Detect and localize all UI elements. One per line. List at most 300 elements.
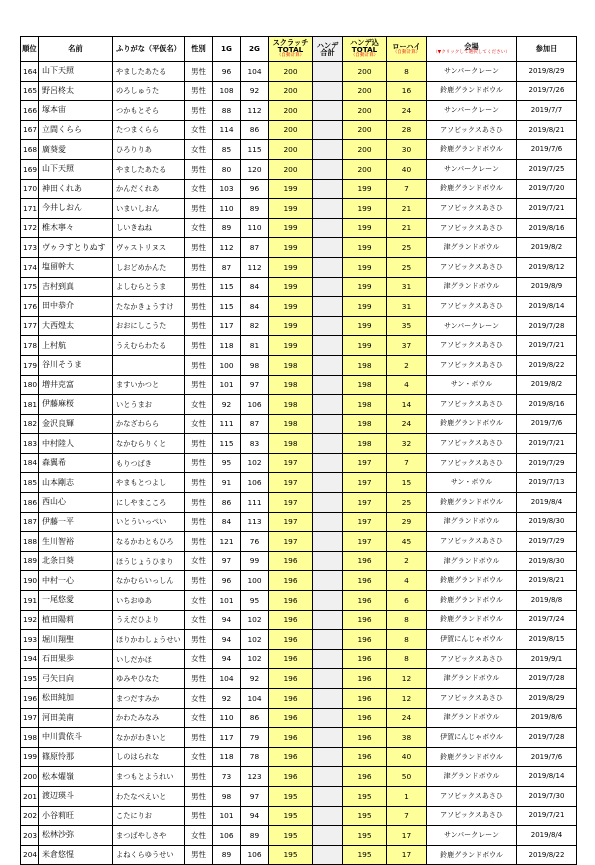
- handicap-total-cell[interactable]: [313, 610, 343, 630]
- handicap-total-cell[interactable]: [313, 238, 343, 258]
- player-name-cell: 山下天照: [39, 62, 113, 82]
- handicap-included-total-cell: 195: [343, 786, 387, 806]
- game1-score-cell: 108: [213, 81, 241, 101]
- header-lohi-label: ローハイ: [392, 41, 421, 51]
- table-row: [21, 179, 577, 199]
- game2-score-cell: 87: [241, 238, 269, 258]
- date-cell: 2019/7/21: [517, 806, 577, 826]
- table-row: [21, 610, 577, 630]
- player-name-cell: 一尾悠愛: [39, 591, 113, 611]
- handicap-total-cell[interactable]: [313, 159, 343, 179]
- handicap-total-cell[interactable]: [313, 414, 343, 434]
- venue-select-cell[interactable]: 津グランドボウル: [427, 277, 517, 297]
- game1-score-cell: 84: [213, 512, 241, 532]
- handicap-included-total-cell: 199: [343, 238, 387, 258]
- score-sheet: [20, 36, 576, 865]
- lowhigh-cell: 15: [387, 473, 427, 493]
- table-row: [21, 238, 577, 258]
- venue-select-cell[interactable]: 津グランドボウル: [427, 767, 517, 787]
- venue-select-cell[interactable]: 伊賀にんじゃボウル: [427, 630, 517, 650]
- handicap-total-cell[interactable]: [313, 669, 343, 689]
- game1-score-cell: 87: [213, 257, 241, 277]
- player-name-cell: 廣葵愛: [39, 140, 113, 160]
- game1-score-cell: 103: [213, 179, 241, 199]
- venue-select-cell[interactable]: アソビックスあさひ: [427, 689, 517, 709]
- handicap-included-total-cell: 199: [343, 257, 387, 277]
- handicap-total-cell[interactable]: [313, 120, 343, 140]
- handicap-included-total-cell: 199: [343, 218, 387, 238]
- scratch-total-cell: 199: [269, 199, 313, 219]
- header-handicap-total: [313, 37, 343, 62]
- game2-score-cell: 106: [241, 845, 269, 865]
- handicap-total-cell[interactable]: [313, 806, 343, 826]
- venue-select-cell[interactable]: アソビックスあさひ: [427, 257, 517, 277]
- handicap-total-cell[interactable]: [313, 277, 343, 297]
- lowhigh-cell: 31: [387, 277, 427, 297]
- venue-select-cell[interactable]: アソビックスあさひ: [427, 355, 517, 375]
- handicap-included-total-cell: 197: [343, 493, 387, 513]
- date-cell: 2019/7/28: [517, 728, 577, 748]
- handicap-total-cell[interactable]: [313, 786, 343, 806]
- game2-score-cell: 86: [241, 708, 269, 728]
- table-header: [21, 37, 577, 62]
- rank-cell: 199: [21, 747, 39, 767]
- date-cell: 2019/8/2: [517, 238, 577, 258]
- lowhigh-cell: 6: [387, 591, 427, 611]
- game1-score-cell: 106: [213, 826, 241, 846]
- header-scratch-note: （自動計算）: [276, 53, 305, 59]
- lowhigh-cell: 45: [387, 532, 427, 552]
- rank-cell: 179: [21, 355, 39, 375]
- gender-cell: 男性: [185, 238, 213, 258]
- handicap-total-cell[interactable]: [313, 140, 343, 160]
- venue-select-cell[interactable]: 鈴鹿グランドボウル: [427, 140, 517, 160]
- table-row: [21, 277, 577, 297]
- table-body: [21, 62, 577, 865]
- player-name-cell: 塩留幹大: [39, 257, 113, 277]
- date-cell: 2019/8/22: [517, 355, 577, 375]
- rank-cell: 188: [21, 532, 39, 552]
- scratch-total-cell: 196: [269, 649, 313, 669]
- header-name: 名前: [39, 37, 113, 62]
- lowhigh-cell: 24: [387, 101, 427, 121]
- header-lowhigh: [387, 37, 427, 62]
- rank-cell: 187: [21, 512, 39, 532]
- date-cell: 2019/8/30: [517, 551, 577, 571]
- player-name-cell: 中村陸人: [39, 434, 113, 454]
- game2-score-cell: 95: [241, 591, 269, 611]
- game1-score-cell: 121: [213, 532, 241, 552]
- game2-score-cell: 84: [241, 297, 269, 317]
- player-kana-cell: かわたみなみ: [113, 708, 185, 728]
- player-kana-cell: しおどめかんた: [113, 257, 185, 277]
- game2-score-cell: 110: [241, 218, 269, 238]
- handicap-total-cell[interactable]: [313, 532, 343, 552]
- venue-select-cell[interactable]: サン・ボウル: [427, 473, 517, 493]
- player-kana-cell: うえむらわたる: [113, 336, 185, 356]
- table-row: [21, 708, 577, 728]
- scratch-total-cell: 199: [269, 179, 313, 199]
- date-cell: 2019/8/6: [517, 708, 577, 728]
- handicap-included-total-cell: 199: [343, 199, 387, 219]
- player-name-cell: 渡辺瑛斗: [39, 786, 113, 806]
- handicap-total-cell[interactable]: [313, 62, 343, 82]
- date-cell: 2019/8/4: [517, 493, 577, 513]
- handicap-total-cell[interactable]: [313, 375, 343, 395]
- game2-score-cell: 104: [241, 62, 269, 82]
- gender-cell: 男性: [185, 806, 213, 826]
- lowhigh-cell: 28: [387, 120, 427, 140]
- header-venue: [427, 37, 517, 62]
- player-kana-cell: なるかわともひろ: [113, 532, 185, 552]
- gender-cell: 男性: [185, 297, 213, 317]
- handicap-total-cell[interactable]: [313, 179, 343, 199]
- scratch-total-cell: 200: [269, 120, 313, 140]
- venue-select-cell[interactable]: 鈴鹿グランドボウル: [427, 610, 517, 630]
- handicap-total-cell[interactable]: [313, 747, 343, 767]
- game1-score-cell: 96: [213, 62, 241, 82]
- player-name-cell: 椎木寧々: [39, 218, 113, 238]
- player-name-cell: 植田陽莉: [39, 610, 113, 630]
- date-cell: 2019/8/29: [517, 689, 577, 709]
- venue-select-cell[interactable]: 津グランドボウル: [427, 238, 517, 258]
- player-name-cell: 塚本宙: [39, 101, 113, 121]
- venue-select-cell[interactable]: 鈴鹿グランドボウル: [427, 493, 517, 513]
- gender-cell: 男性: [185, 336, 213, 356]
- game1-score-cell: 115: [213, 434, 241, 454]
- game1-score-cell: 112: [213, 238, 241, 258]
- handicap-included-total-cell: 200: [343, 81, 387, 101]
- handicap-total-cell[interactable]: [313, 297, 343, 317]
- gender-cell: 男性: [185, 669, 213, 689]
- handicap-included-total-cell: 196: [343, 630, 387, 650]
- handicap-total-cell[interactable]: [313, 101, 343, 121]
- player-kana-cell: なかむらりくと: [113, 434, 185, 454]
- venue-select-cell[interactable]: アソビックスあさひ: [427, 532, 517, 552]
- lowhigh-cell: 12: [387, 689, 427, 709]
- lowhigh-cell: 29: [387, 512, 427, 532]
- handicap-included-total-cell: 199: [343, 277, 387, 297]
- venue-select-cell[interactable]: サンパークレーン: [427, 159, 517, 179]
- lowhigh-cell: 1: [387, 786, 427, 806]
- date-cell: 2019/7/30: [517, 786, 577, 806]
- game1-score-cell: 88: [213, 101, 241, 121]
- player-name-cell: 堀川翔聖: [39, 630, 113, 650]
- handicap-total-cell[interactable]: [313, 512, 343, 532]
- lowhigh-cell: 38: [387, 728, 427, 748]
- game1-score-cell: 118: [213, 747, 241, 767]
- game2-score-cell: 92: [241, 669, 269, 689]
- handicap-included-total-cell: 195: [343, 806, 387, 826]
- venue-select-cell[interactable]: 鈴鹿グランドボウル: [427, 414, 517, 434]
- table-row: [21, 689, 577, 709]
- game2-score-cell: 82: [241, 316, 269, 336]
- venue-select-cell[interactable]: 鈴鹿グランドボウル: [427, 747, 517, 767]
- venue-select-cell[interactable]: 伊賀にんじゃボウル: [427, 728, 517, 748]
- lowhigh-cell: 2: [387, 551, 427, 571]
- venue-select-cell[interactable]: 鈴鹿グランドボウル: [427, 81, 517, 101]
- scratch-total-cell: 196: [269, 630, 313, 650]
- handicap-total-cell[interactable]: [313, 826, 343, 846]
- table-row: [21, 257, 577, 277]
- venue-select-cell[interactable]: 津グランドボウル: [427, 512, 517, 532]
- venue-select-cell[interactable]: 津グランドボウル: [427, 669, 517, 689]
- handicap-included-total-cell: 199: [343, 297, 387, 317]
- table-row: [21, 62, 577, 82]
- handicap-total-cell[interactable]: [313, 218, 343, 238]
- player-name-cell: 神田くれあ: [39, 179, 113, 199]
- rank-cell: 197: [21, 708, 39, 728]
- player-kana-cell: ますいかつと: [113, 375, 185, 395]
- header-scratch-total: [269, 37, 313, 62]
- gender-cell: 女性: [185, 747, 213, 767]
- header-game2: 2G: [241, 37, 269, 62]
- handicap-total-cell[interactable]: [313, 473, 343, 493]
- handicap-total-cell[interactable]: [313, 551, 343, 571]
- scratch-total-cell: 196: [269, 610, 313, 630]
- gender-cell: 男性: [185, 532, 213, 552]
- player-kana-cell: やましたあたる: [113, 159, 185, 179]
- venue-select-cell[interactable]: 鈴鹿グランドボウル: [427, 179, 517, 199]
- handicap-total-cell[interactable]: [313, 395, 343, 415]
- table-row: [21, 591, 577, 611]
- player-kana-cell: なかがわきいと: [113, 728, 185, 748]
- scratch-total-cell: 197: [269, 453, 313, 473]
- date-cell: 2019/7/20: [517, 179, 577, 199]
- handicap-total-cell[interactable]: [313, 708, 343, 728]
- rank-cell: 172: [21, 218, 39, 238]
- scratch-total-cell: 198: [269, 414, 313, 434]
- rank-cell: 182: [21, 414, 39, 434]
- handicap-total-cell[interactable]: [313, 493, 343, 513]
- handicap-total-cell[interactable]: [313, 591, 343, 611]
- rank-cell: 173: [21, 238, 39, 258]
- scratch-total-cell: 200: [269, 159, 313, 179]
- handicap-included-total-cell: 196: [343, 708, 387, 728]
- handicap-included-total-cell: 196: [343, 649, 387, 669]
- rank-cell: 191: [21, 591, 39, 611]
- date-cell: 2019/7/21: [517, 434, 577, 454]
- game1-score-cell: 86: [213, 493, 241, 513]
- venue-select-cell[interactable]: アソビックスあさひ: [427, 453, 517, 473]
- scratch-total-cell: 196: [269, 708, 313, 728]
- table-row: [21, 747, 577, 767]
- handicap-included-total-cell: 198: [343, 355, 387, 375]
- venue-select-cell[interactable]: アソビックスあさひ: [427, 649, 517, 669]
- gender-cell: 男性: [185, 62, 213, 82]
- player-name-cell: 中村一心: [39, 571, 113, 591]
- handicap-total-cell[interactable]: [313, 630, 343, 650]
- handicap-total-cell[interactable]: [313, 728, 343, 748]
- table-row: [21, 395, 577, 415]
- rank-cell: 171: [21, 199, 39, 219]
- lowhigh-cell: 8: [387, 62, 427, 82]
- venue-select-cell[interactable]: アソビックスあさひ: [427, 218, 517, 238]
- handicap-total-cell[interactable]: [313, 767, 343, 787]
- venue-select-cell[interactable]: アソビックスあさひ: [427, 199, 517, 219]
- game2-score-cell: 76: [241, 532, 269, 552]
- scratch-total-cell: 196: [269, 747, 313, 767]
- game2-score-cell: 106: [241, 473, 269, 493]
- game1-score-cell: 118: [213, 336, 241, 356]
- header-date: 参加日: [517, 37, 577, 62]
- game1-score-cell: 95: [213, 453, 241, 473]
- table-row: [21, 786, 577, 806]
- table-row: [21, 81, 577, 101]
- venue-select-cell[interactable]: アソビックスあさひ: [427, 297, 517, 317]
- player-kana-cell: こたにりお: [113, 806, 185, 826]
- handicap-included-total-cell: 196: [343, 767, 387, 787]
- venue-select-cell[interactable]: サンパークレーン: [427, 826, 517, 846]
- handicap-total-cell[interactable]: [313, 316, 343, 336]
- gender-cell: 女性: [185, 708, 213, 728]
- game2-score-cell: 123: [241, 767, 269, 787]
- handicap-total-cell[interactable]: [313, 845, 343, 865]
- date-cell: 2019/8/14: [517, 767, 577, 787]
- date-cell: 2019/8/15: [517, 630, 577, 650]
- player-kana-cell: いちおゆあ: [113, 591, 185, 611]
- lowhigh-cell: 17: [387, 826, 427, 846]
- handicap-included-total-cell: 200: [343, 120, 387, 140]
- header-hdtotal-note: （自動計算）: [350, 53, 379, 59]
- venue-select-cell[interactable]: サンパークレーン: [427, 101, 517, 121]
- date-cell: 2019/8/16: [517, 395, 577, 415]
- handicap-total-cell[interactable]: [313, 453, 343, 473]
- game2-score-cell: 79: [241, 728, 269, 748]
- table-row: [21, 101, 577, 121]
- rank-cell: 175: [21, 277, 39, 297]
- rank-cell: 166: [21, 101, 39, 121]
- table-row: [21, 512, 577, 532]
- scratch-total-cell: 198: [269, 395, 313, 415]
- rank-cell: 165: [21, 81, 39, 101]
- scratch-total-cell: 199: [269, 218, 313, 238]
- player-kana-cell: しいきねね: [113, 218, 185, 238]
- date-cell: 2019/8/14: [517, 297, 577, 317]
- table-row: [21, 375, 577, 395]
- venue-select-cell[interactable]: 津グランドボウル: [427, 708, 517, 728]
- ranking-table: [20, 36, 577, 865]
- handicap-included-total-cell: 196: [343, 689, 387, 709]
- gender-cell: 女性: [185, 610, 213, 630]
- game2-score-cell: 89: [241, 826, 269, 846]
- handicap-total-cell[interactable]: [313, 336, 343, 356]
- scratch-total-cell: 198: [269, 375, 313, 395]
- handicap-total-cell[interactable]: [313, 81, 343, 101]
- gender-cell: 女性: [185, 120, 213, 140]
- handicap-total-cell[interactable]: [313, 649, 343, 669]
- venue-select-cell[interactable]: 鈴鹿グランドボウル: [427, 591, 517, 611]
- game1-score-cell: 92: [213, 395, 241, 415]
- handicap-included-total-cell: 198: [343, 434, 387, 454]
- game1-score-cell: 114: [213, 120, 241, 140]
- venue-select-cell[interactable]: サン・ボウル: [427, 375, 517, 395]
- gender-cell: 男性: [185, 101, 213, 121]
- scratch-total-cell: 196: [269, 689, 313, 709]
- player-name-cell: 松林沙弥: [39, 826, 113, 846]
- gender-cell: 男性: [185, 767, 213, 787]
- lowhigh-cell: 4: [387, 375, 427, 395]
- table-row: [21, 551, 577, 571]
- lowhigh-cell: 40: [387, 159, 427, 179]
- venue-select-cell[interactable]: アソビックスあさひ: [427, 336, 517, 356]
- scratch-total-cell: 199: [269, 277, 313, 297]
- venue-select-cell[interactable]: 津グランドボウル: [427, 551, 517, 571]
- game2-score-cell: 102: [241, 649, 269, 669]
- game2-score-cell: 102: [241, 610, 269, 630]
- rank-cell: 192: [21, 610, 39, 630]
- handicap-total-cell[interactable]: [313, 689, 343, 709]
- game2-score-cell: 96: [241, 179, 269, 199]
- handicap-total-cell[interactable]: [313, 257, 343, 277]
- rank-cell: 202: [21, 806, 39, 826]
- venue-select-cell[interactable]: 鈴鹿グランドボウル: [427, 845, 517, 865]
- table-row: [21, 120, 577, 140]
- gender-cell: 男性: [185, 493, 213, 513]
- gender-cell: 男性: [185, 728, 213, 748]
- scratch-total-cell: 197: [269, 512, 313, 532]
- handicap-total-cell[interactable]: [313, 434, 343, 454]
- handicap-included-total-cell: 198: [343, 375, 387, 395]
- venue-select-cell[interactable]: アソビックスあさひ: [427, 806, 517, 826]
- venue-select-cell[interactable]: アソビックスあさひ: [427, 786, 517, 806]
- handicap-total-cell[interactable]: [313, 199, 343, 219]
- venue-select-cell[interactable]: アソビックスあさひ: [427, 395, 517, 415]
- header-hdtotal-line2: TOTAL: [351, 45, 378, 55]
- lowhigh-cell: 37: [387, 336, 427, 356]
- scratch-total-cell: 197: [269, 493, 313, 513]
- table-row: [21, 434, 577, 454]
- player-name-cell: 松本燿嶺: [39, 767, 113, 787]
- game2-score-cell: 92: [241, 81, 269, 101]
- lowhigh-cell: 7: [387, 179, 427, 199]
- player-name-cell: 山本剛志: [39, 473, 113, 493]
- venue-select-cell[interactable]: サンパークレーン: [427, 316, 517, 336]
- handicap-included-total-cell: 196: [343, 591, 387, 611]
- lowhigh-cell: 40: [387, 747, 427, 767]
- date-cell: 2019/8/21: [517, 571, 577, 591]
- player-name-cell: 松田純加: [39, 689, 113, 709]
- game2-score-cell: 86: [241, 120, 269, 140]
- handicap-total-cell[interactable]: [313, 355, 343, 375]
- gender-cell: 女性: [185, 140, 213, 160]
- venue-select-cell[interactable]: アソビックスあさひ: [427, 434, 517, 454]
- game2-score-cell: 106: [241, 395, 269, 415]
- game1-score-cell: 104: [213, 669, 241, 689]
- table-row: [21, 199, 577, 219]
- player-name-cell: 森翼希: [39, 453, 113, 473]
- scratch-total-cell: 199: [269, 316, 313, 336]
- player-name-cell: 立間くらら: [39, 120, 113, 140]
- game1-score-cell: 110: [213, 199, 241, 219]
- rank-cell: 190: [21, 571, 39, 591]
- rank-cell: 201: [21, 786, 39, 806]
- game1-score-cell: 94: [213, 610, 241, 630]
- rank-cell: 183: [21, 434, 39, 454]
- lowhigh-cell: 35: [387, 316, 427, 336]
- gender-cell: 男性: [185, 277, 213, 297]
- venue-select-cell[interactable]: アソビックスあさひ: [427, 120, 517, 140]
- game1-score-cell: 91: [213, 473, 241, 493]
- date-cell: 2019/7/6: [517, 140, 577, 160]
- player-kana-cell: なかむらいっしん: [113, 571, 185, 591]
- venue-select-cell[interactable]: サンパークレーン: [427, 62, 517, 82]
- player-name-cell: 生川智裕: [39, 532, 113, 552]
- table-row: [21, 767, 577, 787]
- handicap-included-total-cell: 200: [343, 140, 387, 160]
- venue-select-cell[interactable]: 鈴鹿グランドボウル: [427, 571, 517, 591]
- handicap-total-cell[interactable]: [313, 571, 343, 591]
